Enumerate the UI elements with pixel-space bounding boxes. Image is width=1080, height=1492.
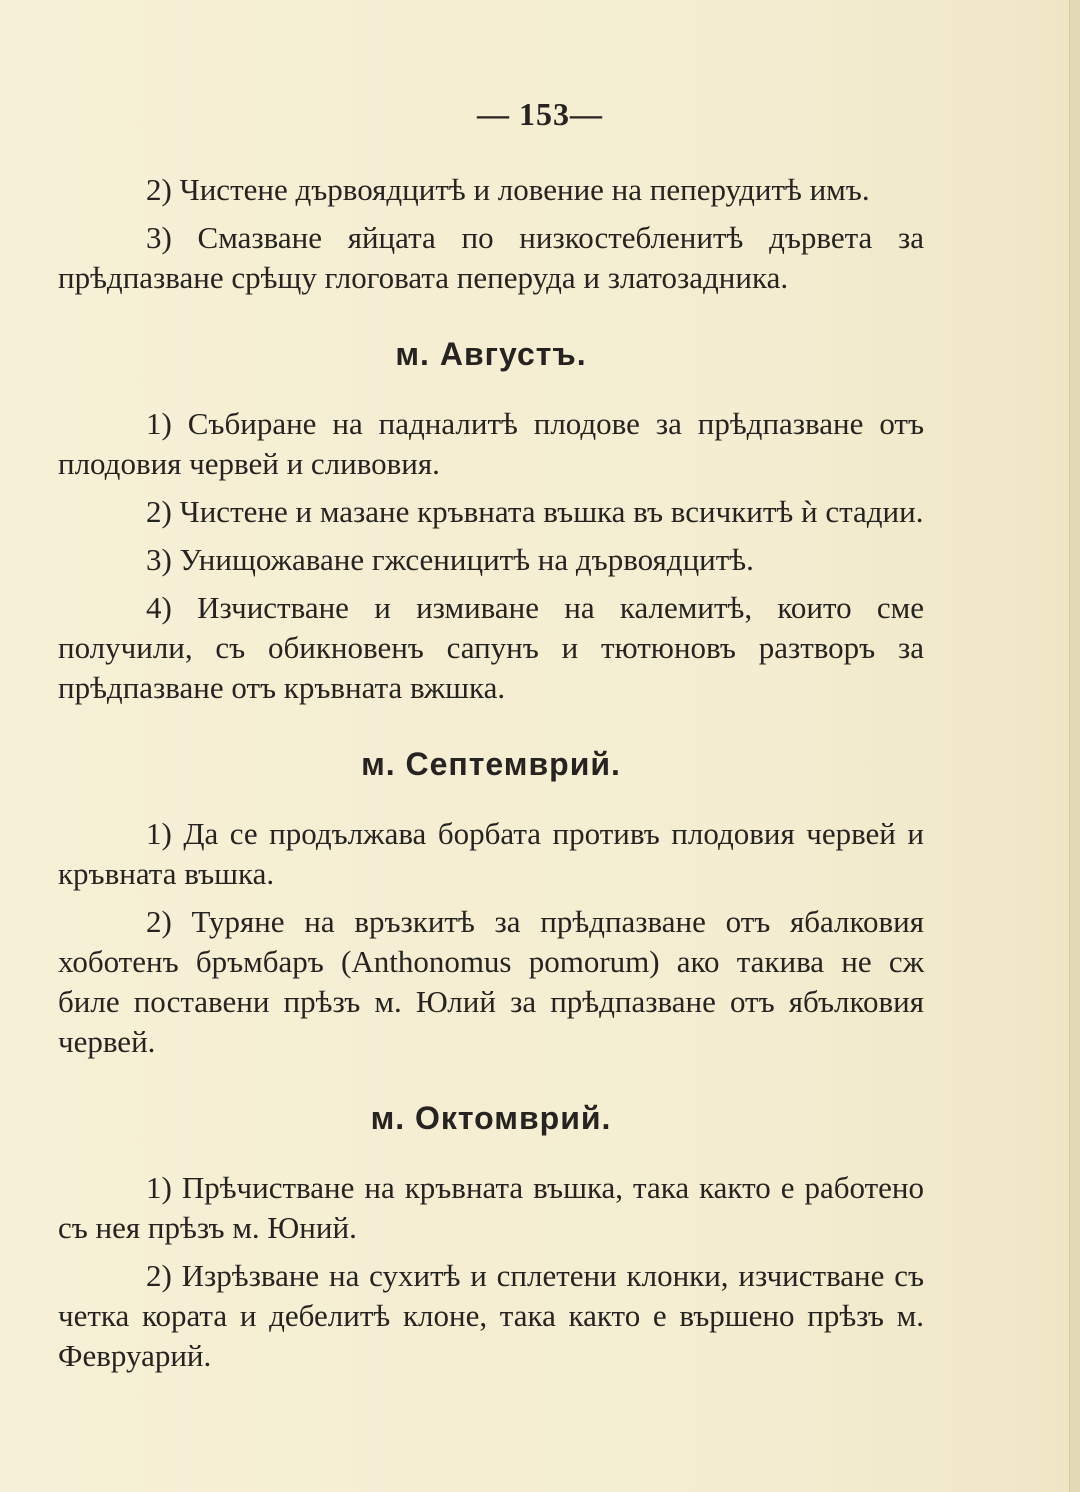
paragraph: 2) Туряне на връзкитѣ за прѣдпазване отъ ябалковия хоботенъ бръмбаръ (Anthonomus pomorum) ако такива не сж биле поставени прѣзъ м. Юлий за прѣдпазване отъ ябълковия червей.: [58, 904, 924, 1059]
paragraph: 3) Смазване яйцата по низкостебленитѣ дървета за прѣдпазване срѣщу глоговата пеперуда и златозадника.: [58, 220, 924, 295]
paragraph: 1) Събиране на падналитѣ плодове за прѣдпазване отъ плодовия червей и сливовия.: [58, 406, 924, 481]
paragraph: 4) Изчистване и измиване на калемитѣ, които сме получили, съ обикновенъ сапунъ и тютюновъ разтворъ за прѣдпазване отъ кръвната вжшка.: [58, 590, 924, 705]
page-edge: [1069, 0, 1080, 1492]
section-heading-september: м. Септемврий.: [361, 746, 621, 782]
paragraph: 2) Чистене и мазане кръвната въшка въ всичкитѣ ѝ стадии.: [146, 494, 924, 529]
paragraph: 3) Унищожаване гжсеницитѣ на дървоядцитѣ.: [146, 542, 754, 577]
paragraph: 1) Да се продължава борбата противъ плодовия червей и кръвната въшка.: [58, 816, 924, 891]
page-number: — 153—: [477, 96, 603, 132]
section-heading-october: м. Октомврий.: [370, 1100, 612, 1136]
paragraph: 2) Чистене дървоядцитѣ и ловение на пеперудитѣ имъ.: [146, 172, 870, 207]
paragraph: 1) Прѣчистване на кръвната въшка, така както е работено съ нея прѣзъ м. Юний.: [58, 1170, 924, 1245]
section-heading-august: м. Августъ.: [395, 336, 587, 372]
page-body: [58, 170, 924, 1384]
paragraph: 2) Изрѣзване на сухитѣ и сплетени клонки, изчистване съ четка кората и дебелитѣ клоне, така както е вършено прѣзъ м. Февруарий.: [58, 1258, 924, 1373]
